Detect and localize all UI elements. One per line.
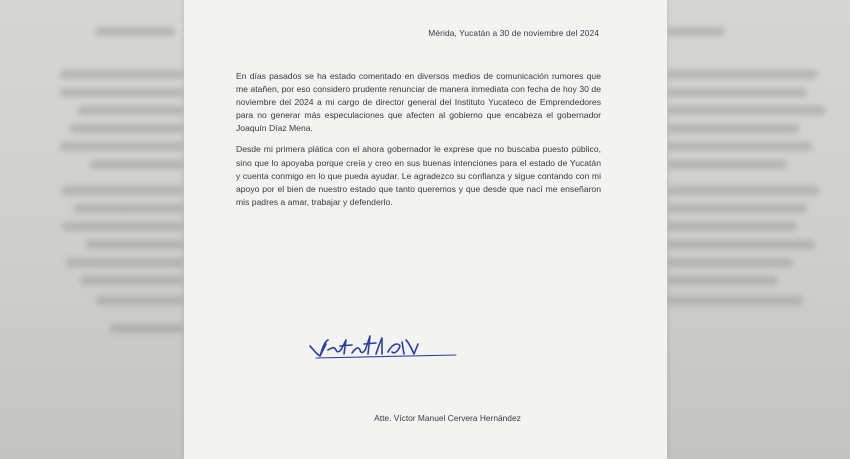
blurred-background-left <box>0 0 184 459</box>
closing-signature-name: Atte. Víctor Manuel Cervera Hernández <box>374 413 521 423</box>
letter-body <box>236 70 601 217</box>
letter-paragraph-2: Desde mi primera plática con el ahora gobernador le exprese que no buscaba puesto público, sino que lo apoyaba porque creía y creo en sus buenas intenciones para el estado de Yucatán y cuenta conmigo en lo que pueda ayudar. Le agradezco su confianza y sigue contando con mi apoyo por el bien de nuestro estado que tanto queremos y que desde que nací me enseñaron mis padres a amar, trabajar y defenderlo. <box>236 144 601 207</box>
letter-paragraph-1: En días pasados se ha estado comentado en diversos medios de comunicación rumores que me atañen, por eso considero prudente renunciar de manera inmediata con fecha de hoy 30 de noviembre del 2024 a mi cargo de director general del Instituto Yucateco de Emprendedores para no generar más especulaciones que afecten al gobierno que encabeza el gobernador Joaquín Díaz Mena. <box>236 71 601 134</box>
blurred-background-right <box>667 0 850 459</box>
handwritten-signature <box>306 320 466 366</box>
letter-sheet <box>184 0 667 459</box>
place-date: Mérida, Yucatán a 30 de noviembre del 2024 <box>428 28 599 38</box>
